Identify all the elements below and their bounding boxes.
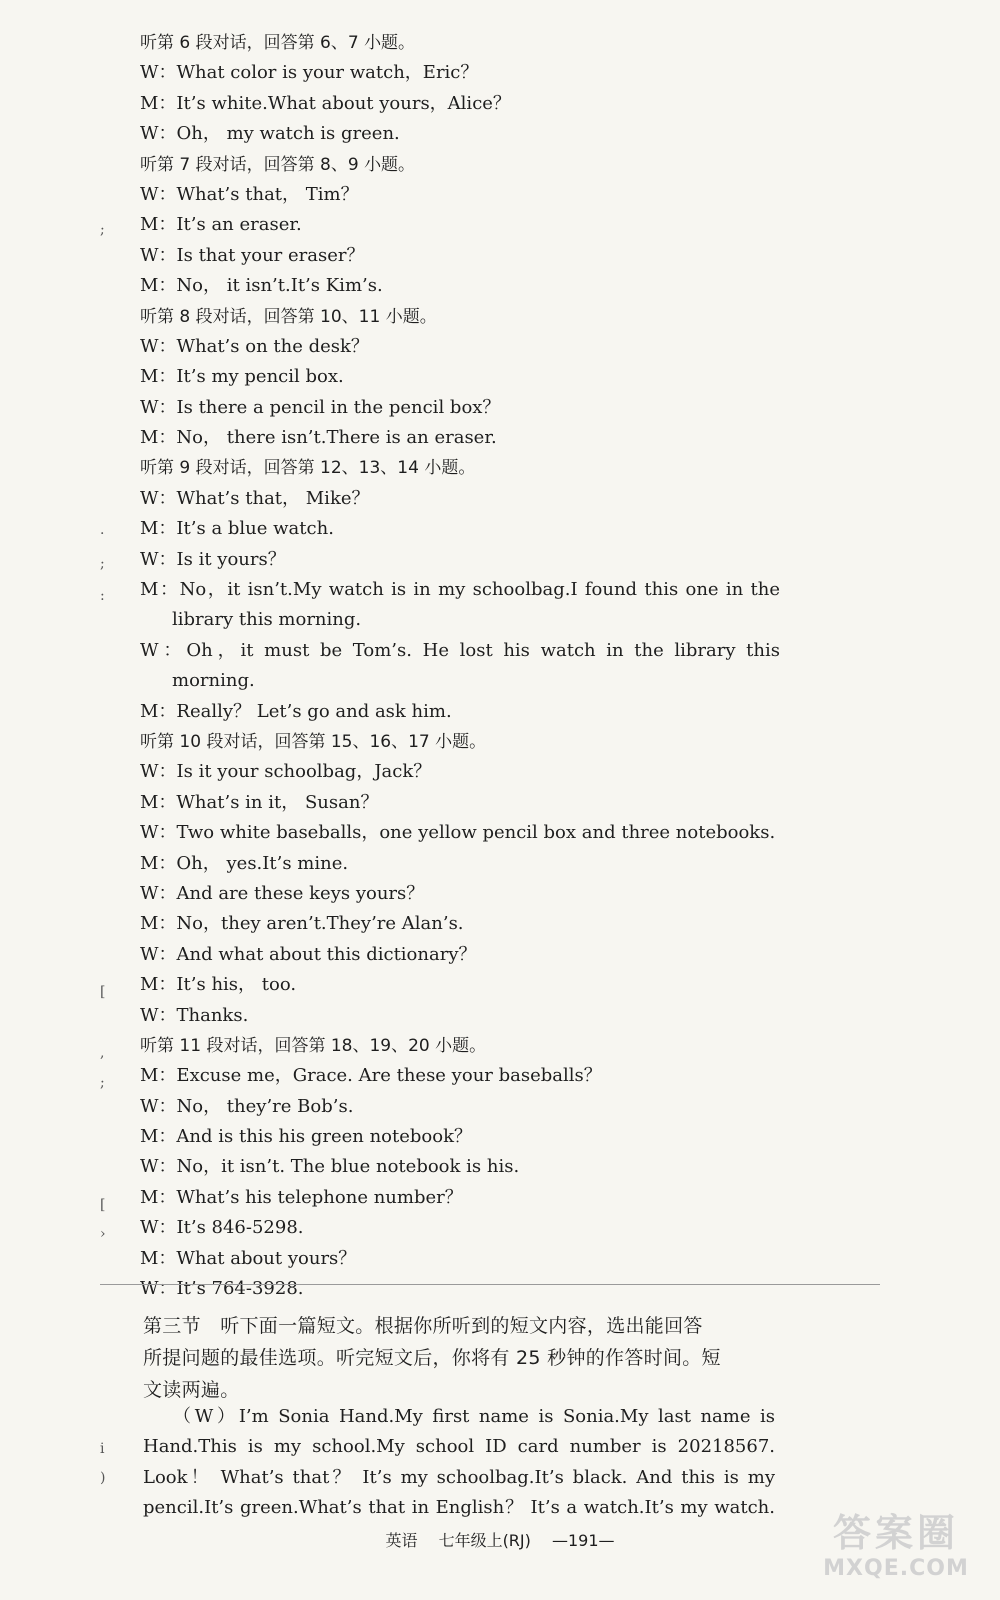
transcript-heading: 听第 11 段对话，回答第 18、19、20 小题。	[140, 1035, 487, 1056]
transcript-line: W：It’s 764-3928.	[140, 1278, 304, 1300]
transcript-heading: 听第 9 段对话，回答第 12、13、14 小题。	[140, 458, 476, 479]
passage	[143, 1402, 775, 1524]
footer-subject: 英语	[385, 1531, 418, 1550]
margin-mark: )	[100, 1470, 106, 1486]
margin-mark: [	[100, 984, 106, 1000]
transcript-line: M：Oh， yes.It’s mine.	[140, 852, 349, 874]
transcript-line: W：Oh， my watch is green.	[140, 123, 400, 145]
transcript-line: W：Is it your schoolbag，Jack？	[140, 761, 432, 783]
watermark-logo-text: 答案圈	[832, 1511, 959, 1555]
transcript-line: M：It’s my pencil box.	[140, 366, 344, 388]
transcript-heading: 听第 8 段对话，回答第 10、11 小题。	[140, 306, 437, 327]
footer-page-number: —191—	[551, 1531, 615, 1550]
transcript-line: W：What’s on the desk？	[140, 335, 369, 357]
margin-mark: ›	[100, 1226, 106, 1242]
passage-line: Hand.This is my school.My school ID card number is 20218567.	[143, 1436, 775, 1458]
margin-mark: i	[100, 1441, 105, 1457]
passage-line: （W）I’m Sonia Hand.My first name is Sonia.My last name is	[173, 1406, 775, 1427]
transcript-line: M：It’s an eraser.	[140, 214, 302, 236]
margin-mark: ;	[100, 556, 105, 572]
instruction-line: 所提问题的最佳选项。听完短文后，你将有 25 秒钟的作答时间。短	[143, 1347, 721, 1369]
transcript	[140, 28, 780, 1304]
margin-mark: [	[100, 1197, 106, 1213]
transcript-line-continued: morning.	[172, 670, 255, 692]
margin-mark: ,	[100, 1045, 105, 1061]
transcript-heading: 听第 7 段对话，回答第 8、9 小题。	[140, 154, 416, 175]
transcript-line: M：Really？ Let’s go and ask him.	[140, 700, 452, 722]
transcript-heading: 听第 10 段对话，回答第 15、16、17 小题。	[140, 731, 487, 752]
transcript-line: M：It’s a blue watch.	[140, 518, 334, 540]
transcript-line: M：No，it isn’t.My watch is in my schoolbag.I found this one in the	[140, 579, 780, 601]
transcript-line: W：Is there a pencil in the pencil box？	[140, 396, 501, 418]
transcript-line: W：Is that your eraser？	[140, 244, 365, 266]
transcript-line: W：Two white baseballs，one yellow pencil box and three notebooks.	[140, 822, 776, 844]
transcript-line: W：No， they’re Bob’s.	[140, 1095, 354, 1117]
transcript-line: W：It’s 846-5298.	[140, 1217, 304, 1239]
margin-mark: :	[100, 588, 105, 604]
transcript-line: M：No， there isn’t.There is an eraser.	[140, 427, 497, 449]
margin-mark: ·	[100, 526, 105, 542]
transcript-line: W：And what about this dictionary？	[140, 943, 477, 965]
transcript-line: W：Oh，it must be Tom’s. He lost his watch in the library this	[140, 639, 780, 661]
transcript-line: M：It’s his， too.	[140, 974, 297, 996]
transcript-line: M：No， it isn’t.It’s Kim’s.	[140, 275, 383, 297]
transcript-heading: 听第 6 段对话，回答第 6、7 小题。	[140, 33, 416, 53]
transcript-line: M：And is this his green notebook？	[140, 1126, 472, 1148]
section-three-instructions	[143, 1310, 783, 1406]
margin-marks	[100, 0, 120, 1600]
watermark	[806, 1510, 986, 1590]
transcript-line: M：What’s his telephone number？	[140, 1186, 463, 1208]
transcript-line: M：What’s in it， Susan？	[140, 791, 379, 813]
transcript-line: M：Excuse me，Grace. Are these your baseballs？	[140, 1065, 602, 1087]
transcript-line: W：Thanks.	[140, 1004, 249, 1026]
margin-mark: ;	[100, 1075, 105, 1091]
transcript-line: M：What about yours？	[140, 1247, 357, 1269]
divider	[100, 1284, 880, 1285]
margin-mark: ;	[100, 222, 105, 238]
transcript-line-continued: library this morning.	[172, 609, 362, 631]
transcript-line: W：No，it isn’t. The blue notebook is his.	[140, 1156, 520, 1178]
transcript-line: W：What color is your watch，Eric？	[140, 62, 479, 84]
transcript-line: M：It’s white.What about yours，Alice？	[140, 92, 511, 114]
transcript-line: W：Is it yours？	[140, 548, 286, 570]
watermark-url: MXQE.COM	[823, 1556, 969, 1581]
instruction-line: 第三节 听下面一篇短文。根据你所听到的短文内容，选出能回答	[143, 1315, 703, 1337]
passage-line: Look！ What’s that？ It’s my schoolbag.It’s black. And this is my	[143, 1466, 775, 1488]
transcript-line: W：What’s that， Mike？	[140, 487, 370, 509]
transcript-line: W：And are these keys yours？	[140, 882, 425, 904]
passage-line: pencil.It’s green.What’s that in English？ It’s a watch.It’s my watch.	[143, 1497, 775, 1519]
footer-grade: 七年级上(RJ)	[438, 1531, 531, 1550]
transcript-line: M：No，they aren’t.They’re Alan’s.	[140, 913, 464, 935]
instruction-line: 文读两遍。	[143, 1379, 240, 1401]
transcript-line: W：What’s that， Tim？	[140, 183, 359, 205]
